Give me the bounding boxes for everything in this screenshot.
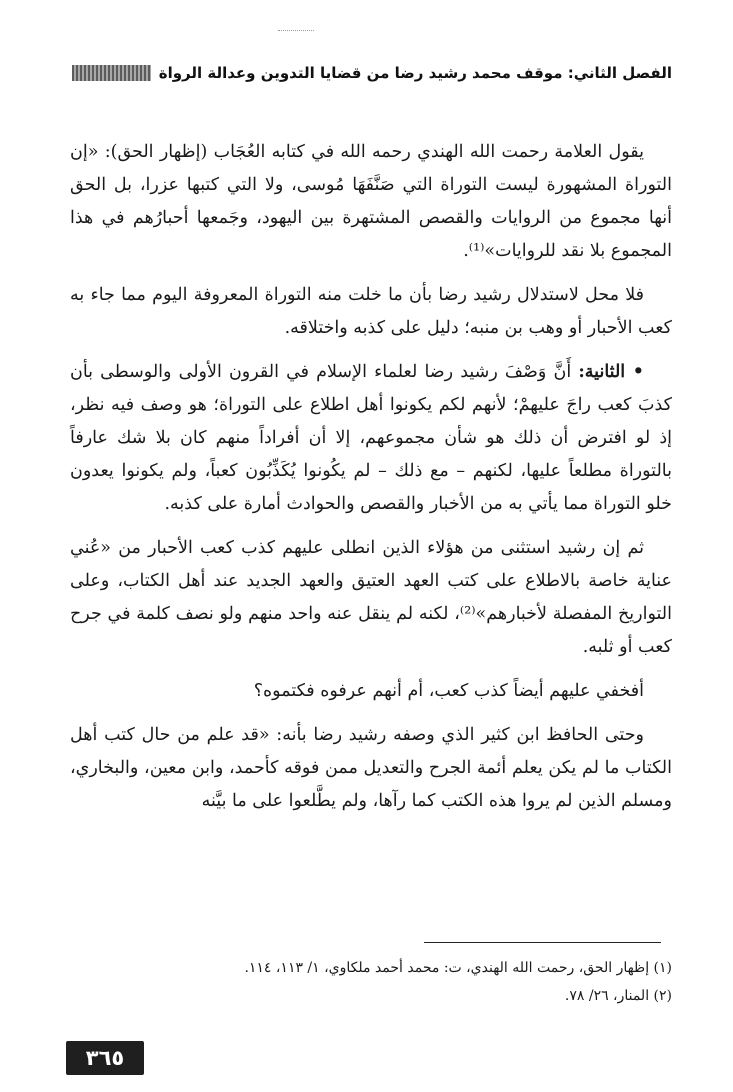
- top-dotted-mark: [278, 30, 314, 31]
- footnotes: [72, 954, 672, 1010]
- paragraph-4: ثم إن رشيد استثنى من هؤلاء الذين انطلى عليهم كذب كعب الأحبار من «عُني عناية خاصة بالاطلاع على كتب العهد العتيق والعهد الجديد عند أهل الكتاب، وعلى التواريخ المفصلة لأخبارهم»⁽²⁾، لكنه لم ينقل عنه واحد منهم ولو نصف كلمة في جرح كعب أو ثلبه.: [70, 538, 672, 657]
- footnote-divider: [424, 942, 661, 943]
- footnote-1: (١) إظهار الحق، رحمت الله الهندي، ت: محمد أحمد ملكاوي، ١/ ١١٣، ١١٤.: [244, 960, 672, 976]
- page-body: [70, 136, 672, 829]
- header-ornament-bar: [72, 65, 151, 81]
- paragraph-1: يقول العلامة رحمت الله الهندي رحمه الله في كتابه العُجَاب (إظهار الحق): «إن التوراة المشهورة ليست التوراة التي صَنَّفَهَا مُوسى، ولا التي كتبها عزرا، بل الحق أنها مجموع من الروايات والقصص المشتهرة بين اليهود، وجَمعها أحبارُهم في هذا المجموع بلا نقد للروايات»⁽¹⁾.: [70, 142, 672, 261]
- running-header: [72, 60, 672, 86]
- footnote-2: (٢) المنار، ٢٦/ ٧٨.: [564, 988, 672, 1004]
- page-number: ٣٦٥: [66, 1041, 144, 1075]
- paragraph-3-text: أَنَّ وَصْفَ رشيد رضا لعلماء الإسلام في القرون الأولى والوسطى بأن كذبَ كعب راجَ عليهمْ؛ لأنهم لكم يكونوا أهل اطلاع على التوراة؛ هو وصف فيه نظر، إذ لو افترض أن ذلك هو شأن مجموعهم، إلا أن أفراداً منهم كان بلا شك عارفاً بالتوراة مطلعاً عليها، لكنهم – مع ذلك – لم يكُونوا يُكَذِّبُون كعباً، ولم يكونوا يعدون خلو التوراة مما يأتي به من الأخبار والقصص والحوادث أمارة على كذبه.: [70, 362, 672, 514]
- paragraph-5: أفخفي عليهم أيضاً كذب كعب، أم أنهم عرفوه فكتموه؟: [253, 681, 644, 701]
- paragraph-2: فلا محل لاستدلال رشيد رضا بأن ما خلت منه التوراة المعروفة اليوم مما جاء به كعب الأحبار أو وهب بن منبه؛ دليل على كذبه واختلاقه.: [70, 285, 672, 338]
- paragraph-3: [70, 356, 672, 521]
- bullet-label: • الثانية:: [578, 362, 644, 382]
- chapter-title: الفصل الثاني: موقف محمد رشيد رضا من قضايا التدوين وعدالة الرواة: [158, 64, 672, 82]
- paragraph-6: وحتى الحافظ ابن كثير الذي وصفه رشيد رضا بأنه: «قد علم من حال كتب أهل الكتاب ما لم يكن يعلم أئمة الجرح والتعديل ممن فوقه كأحمد، وابن معين، والبخاري، ومسلم الذين لم يروا هذه الكتب كما رآها، ولم يطَّلعوا على ما بيَّنه: [70, 725, 672, 811]
